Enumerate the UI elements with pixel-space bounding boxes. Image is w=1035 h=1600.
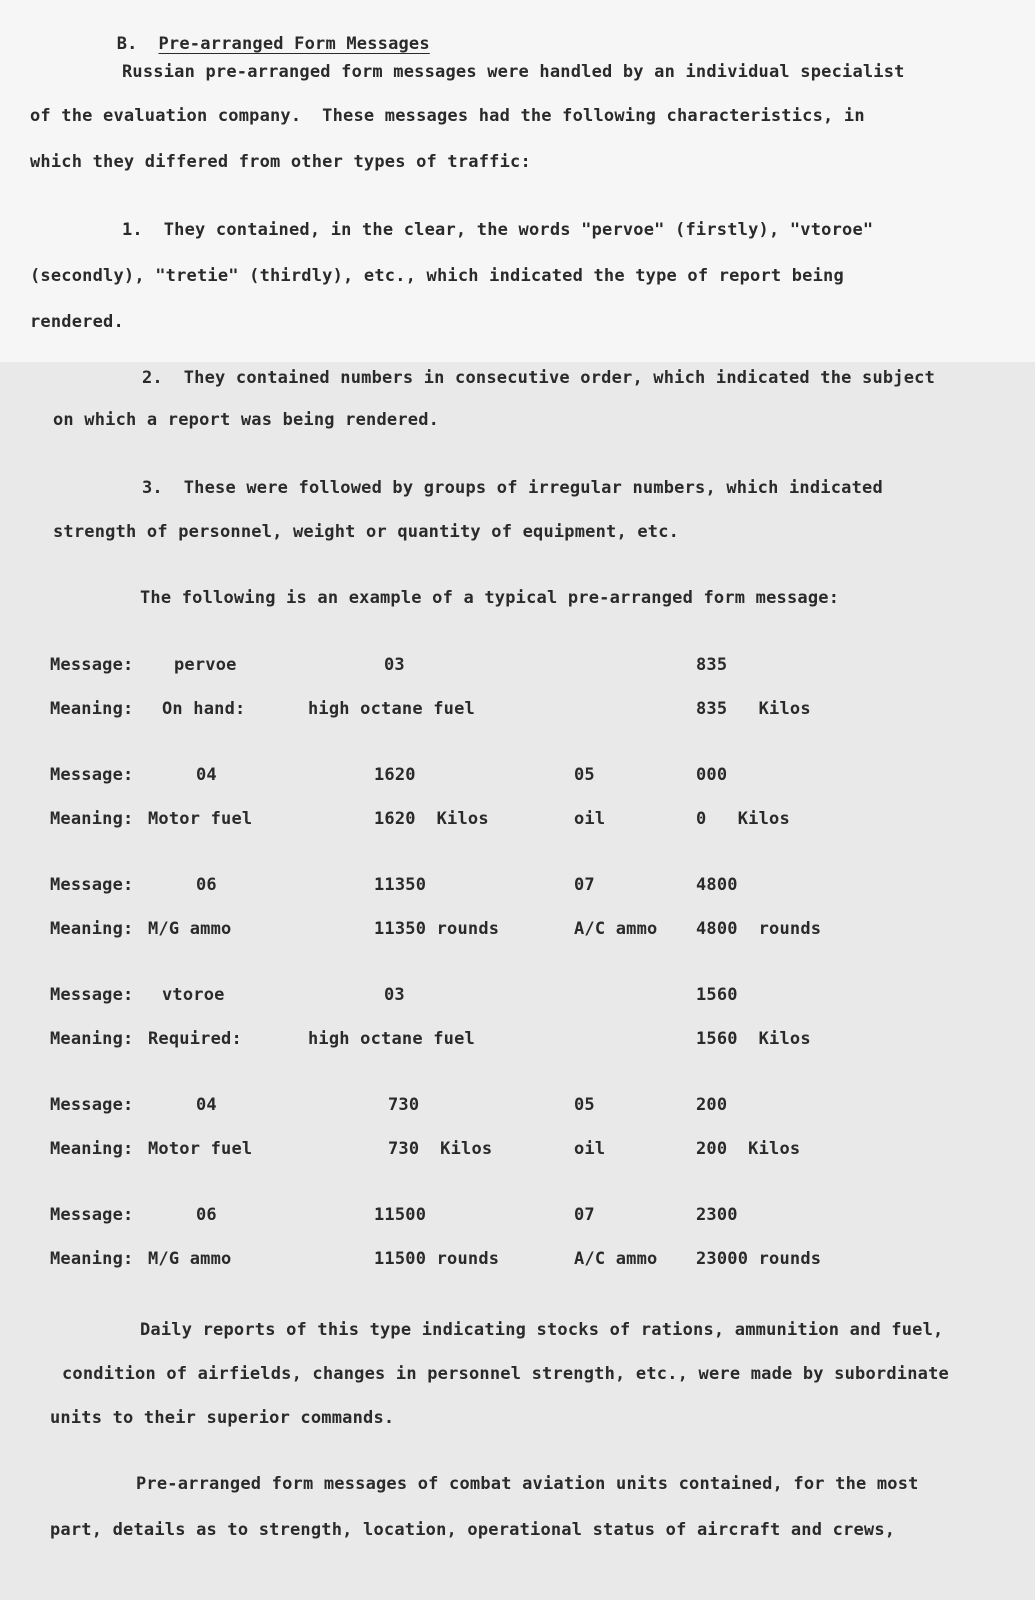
meaning-cell: 200 Kilos	[696, 1139, 801, 1159]
meaning-cell: oil	[574, 809, 606, 829]
item-3-line-1: 3. These were followed by groups of irregular numbers, which indicated	[142, 478, 883, 498]
message-cell: 03	[384, 655, 405, 675]
message-cell: Message:	[50, 985, 134, 1005]
item-1-line-3: rendered.	[30, 312, 124, 332]
section-title: Pre-arranged Form Messages	[158, 34, 430, 54]
item-1-line-2: (secondly), "tretie" (thirdly), etc., which indicated the type of report being	[30, 266, 844, 286]
message-cell: 200	[696, 1095, 728, 1115]
message-cell: 05	[574, 765, 595, 785]
meaning-cell: Meaning:	[50, 809, 134, 829]
meaning-cell: 11350 rounds	[374, 919, 500, 939]
message-cell: 03	[384, 985, 405, 1005]
message-cell: 1620	[374, 765, 416, 785]
message-cell: 1560	[696, 985, 738, 1005]
intro-line-1: Russian pre-arranged form messages were handled by an individual specialist	[122, 62, 905, 82]
meaning-cell: 835 Kilos	[696, 699, 811, 719]
message-cell: 000	[696, 765, 728, 785]
final-line-1: Pre-arranged form messages of combat aviation units contained, for the most	[136, 1474, 919, 1494]
item-1-line-1: 1. They contained, in the clear, the words "pervoe" (firstly), "vtoroe"	[122, 220, 874, 240]
section-letter: B.	[116, 34, 138, 54]
meaning-cell: Required:	[148, 1029, 242, 1049]
message-cell: 11350	[374, 875, 427, 895]
meaning-cell: high octane fuel	[308, 699, 475, 719]
message-cell: pervoe	[174, 655, 237, 675]
meaning-cell: 11500 rounds	[374, 1249, 500, 1269]
meaning-cell: 730 Kilos	[388, 1139, 493, 1159]
closing-line-1: Daily reports of this type indicating stocks of rations, ammunition and fuel,	[140, 1320, 944, 1340]
meaning-cell: M/G ammo	[148, 1249, 232, 1269]
meaning-cell: oil	[574, 1139, 606, 1159]
final-line-2: part, details as to strength, location, operational status of aircraft and crews,	[50, 1520, 896, 1540]
meaning-cell: A/C ammo	[574, 1249, 658, 1269]
item-2-line-1: 2. They contained numbers in consecutive order, which indicated the subject	[142, 368, 936, 388]
message-cell: 4800	[696, 875, 738, 895]
example-intro: The following is an example of a typical pre-arranged form message:	[140, 588, 840, 608]
message-cell: 2300	[696, 1205, 738, 1225]
message-cell: 06	[196, 875, 217, 895]
meaning-cell: 1560 Kilos	[696, 1029, 811, 1049]
meaning-cell: 23000 rounds	[696, 1249, 822, 1269]
message-cell: 11500	[374, 1205, 427, 1225]
message-cell: Message:	[50, 1095, 134, 1115]
message-cell: Message:	[50, 655, 134, 675]
meaning-cell: On hand:	[162, 699, 246, 719]
item-2-line-2: on which a report was being rendered.	[53, 410, 440, 430]
meaning-cell: Motor fuel	[148, 1139, 253, 1159]
message-cell: vtoroe	[162, 985, 225, 1005]
message-cell: Message:	[50, 1205, 134, 1225]
message-cell: 07	[574, 875, 595, 895]
meaning-cell: Meaning:	[50, 699, 134, 719]
message-cell: 06	[196, 1205, 217, 1225]
message-cell: 04	[196, 1095, 217, 1115]
meaning-cell: high octane fuel	[308, 1029, 475, 1049]
message-cell: 05	[574, 1095, 595, 1115]
meaning-cell: M/G ammo	[148, 919, 232, 939]
intro-line-3: which they differed from other types of traffic:	[30, 152, 531, 172]
intro-line-2: of the evaluation company. These messages had the following characteristics, in	[30, 106, 865, 126]
item-3-line-2: strength of personnel, weight or quantity of equipment, etc.	[53, 522, 680, 542]
meaning-cell: 4800 rounds	[696, 919, 822, 939]
message-cell: 07	[574, 1205, 595, 1225]
closing-line-3: units to their superior commands.	[50, 1408, 395, 1428]
meaning-cell: Meaning:	[50, 919, 134, 939]
meaning-cell: 0 Kilos	[696, 809, 790, 829]
message-cell: Message:	[50, 765, 134, 785]
meaning-cell: Meaning:	[50, 1029, 134, 1049]
message-cell: 730	[388, 1095, 420, 1115]
message-cell: 04	[196, 765, 217, 785]
meaning-cell: 1620 Kilos	[374, 809, 489, 829]
closing-line-2: condition of airfields, changes in personnel strength, etc., were made by subordinate	[62, 1364, 949, 1384]
meaning-cell: Meaning:	[50, 1249, 134, 1269]
meaning-cell: A/C ammo	[574, 919, 658, 939]
message-cell: Message:	[50, 875, 134, 895]
meaning-cell: Meaning:	[50, 1139, 134, 1159]
meaning-cell: Motor fuel	[148, 809, 253, 829]
message-cell: 835	[696, 655, 728, 675]
